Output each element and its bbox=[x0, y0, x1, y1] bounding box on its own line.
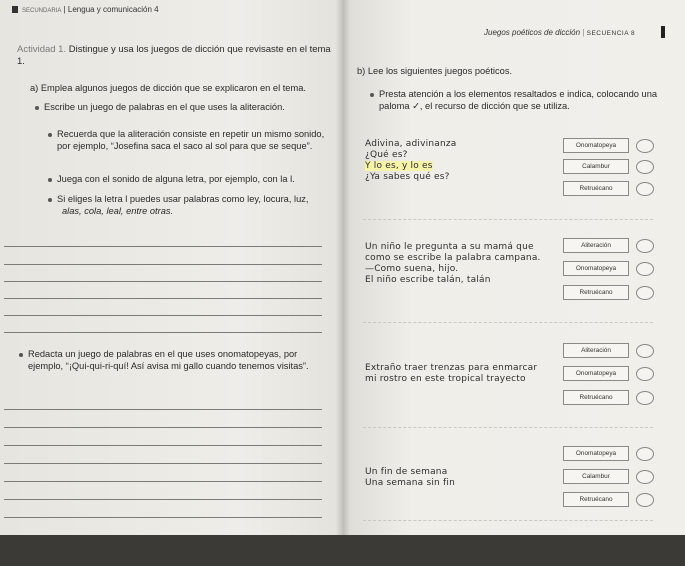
header-color-bar bbox=[661, 26, 665, 38]
answer-line-5[interactable] bbox=[4, 315, 322, 316]
separator bbox=[363, 520, 653, 521]
poem-line: Un fin de semana bbox=[365, 467, 448, 477]
bullet-onomatopeyas: Redacta un juego de palabras en el que uses onomatopeyas, por ejemplo, “¡Qui-qui-ri-quí! Así avisa mi gallo cuando tenemos visitas”. bbox=[28, 349, 324, 372]
answer-line-9[interactable] bbox=[4, 445, 322, 446]
check-circle[interactable] bbox=[636, 262, 654, 276]
sub-eliges-cont: alas, cola, leal, entre otras. bbox=[62, 206, 174, 216]
item-b: b) Lee los siguientes juegos poéticos. bbox=[357, 66, 513, 76]
poem-line: Adivina, adivinanza bbox=[365, 139, 457, 149]
separator bbox=[363, 219, 653, 220]
answer-line-10[interactable] bbox=[4, 463, 322, 464]
sub-juega: Juega con el sonido de alguna letra, por ejemplo, con la l. bbox=[57, 174, 339, 186]
series-label: SECUNDARIA bbox=[22, 8, 62, 14]
poem-line: como se escribe la palabra campana. bbox=[365, 253, 541, 263]
answer-line-6[interactable] bbox=[4, 332, 322, 333]
answer-line-3[interactable] bbox=[4, 281, 322, 282]
option-retruecano: Retruécano bbox=[563, 390, 629, 405]
poem-line: Extraño traer trenzas para enmarcar bbox=[365, 363, 538, 373]
option-calambur: Calambur bbox=[563, 469, 629, 484]
option-aliteracion: Aliteración bbox=[563, 238, 629, 253]
check-circle[interactable] bbox=[636, 367, 654, 381]
option-onomatopeya: Onomatopeya bbox=[563, 446, 629, 461]
check-circle[interactable] bbox=[636, 239, 654, 253]
option-onomatopeya: Onomatopeya bbox=[563, 366, 629, 381]
sub-recuerda: Recuerda que la aliteración consiste en repetir un mismo sonido, por ejemplo, “Josefina saca el saco al sol para que se seque”. bbox=[57, 129, 339, 152]
separator bbox=[363, 322, 653, 323]
check-circle[interactable] bbox=[636, 447, 654, 461]
activity-text: Distingue y usa los juegos de dicción que revisaste en el tema 1. bbox=[17, 44, 331, 67]
poem-campana bbox=[365, 242, 560, 286]
poem-semana bbox=[365, 467, 560, 489]
activity-label: Actividad 1. bbox=[17, 44, 67, 55]
book-spine-shadow bbox=[336, 0, 350, 535]
header-divider: | bbox=[63, 5, 68, 14]
header-divider: | bbox=[582, 28, 587, 37]
option-onomatopeya: Onomatopeya bbox=[563, 138, 629, 153]
option-retruecano: Retruécano bbox=[563, 492, 629, 507]
instruction: Presta atención a los elementos resaltados e indica, colocando una paloma ✓, el recurso de dicción que se utiliza. bbox=[379, 89, 669, 112]
poem-line: ¿Ya sabes qué es? bbox=[365, 172, 450, 182]
highlighted-text: Y lo es, y lo es bbox=[365, 161, 433, 171]
option-calambur: Calambur bbox=[563, 159, 629, 174]
left-page bbox=[0, 0, 343, 535]
check-circle[interactable] bbox=[636, 160, 654, 174]
poem-line bbox=[365, 161, 555, 172]
check-circle[interactable] bbox=[636, 182, 654, 196]
sequence-label: SECUENCIA 8 bbox=[586, 30, 636, 37]
sequence-title: Juegos poéticos de dicción bbox=[484, 28, 581, 37]
answer-line-7[interactable] bbox=[4, 409, 322, 410]
option-retruecano: Retruécano bbox=[563, 285, 629, 300]
check-circle[interactable] bbox=[636, 391, 654, 405]
sub-eliges: Si eliges la letra l puedes usar palabras como ley, locura, luz, bbox=[57, 194, 339, 206]
right-header bbox=[484, 28, 635, 37]
poem-adivinanza bbox=[365, 139, 555, 183]
answer-line-11[interactable] bbox=[4, 481, 322, 482]
option-aliteracion: Aliteración bbox=[563, 343, 629, 358]
answer-line-12[interactable] bbox=[4, 499, 322, 500]
poem-line: mi rostro en este tropical trayecto bbox=[365, 374, 526, 384]
check-circle[interactable] bbox=[636, 470, 654, 484]
option-onomatopeya: Onomatopeya bbox=[563, 261, 629, 276]
poem-line: Un niño le pregunta a su mamá que bbox=[365, 242, 534, 252]
answer-line-1[interactable] bbox=[4, 246, 322, 247]
poem-trenzas bbox=[365, 363, 565, 385]
subject-label: Lengua y comunicación 4 bbox=[67, 5, 159, 14]
check-circle[interactable] bbox=[636, 493, 654, 507]
bullet-aliteracion: Escribe un juego de palabras en el que uses la aliteración. bbox=[44, 102, 340, 114]
poem-line: —Como suena, hijo. bbox=[365, 264, 459, 274]
separator bbox=[363, 427, 653, 428]
poem-line: Una semana sin fin bbox=[365, 478, 455, 488]
right-page bbox=[343, 0, 685, 535]
item-a: a) Emplea algunos juegos de dicción que se explicaron en el tema. bbox=[30, 83, 306, 93]
check-circle[interactable] bbox=[636, 139, 654, 153]
answer-line-4[interactable] bbox=[4, 298, 322, 299]
left-header bbox=[22, 5, 159, 14]
option-retruecano: Retruécano bbox=[563, 181, 629, 196]
poem-line: ¿Qué es? bbox=[365, 150, 408, 160]
poem-line: El niño escribe talán, talán bbox=[365, 275, 491, 285]
activity-heading bbox=[17, 44, 337, 67]
answer-line-13[interactable] bbox=[4, 517, 322, 518]
check-circle[interactable] bbox=[636, 286, 654, 300]
page-tab-marker bbox=[12, 6, 18, 13]
answer-line-8[interactable] bbox=[4, 427, 322, 428]
check-circle[interactable] bbox=[636, 344, 654, 358]
answer-line-2[interactable] bbox=[4, 264, 322, 265]
